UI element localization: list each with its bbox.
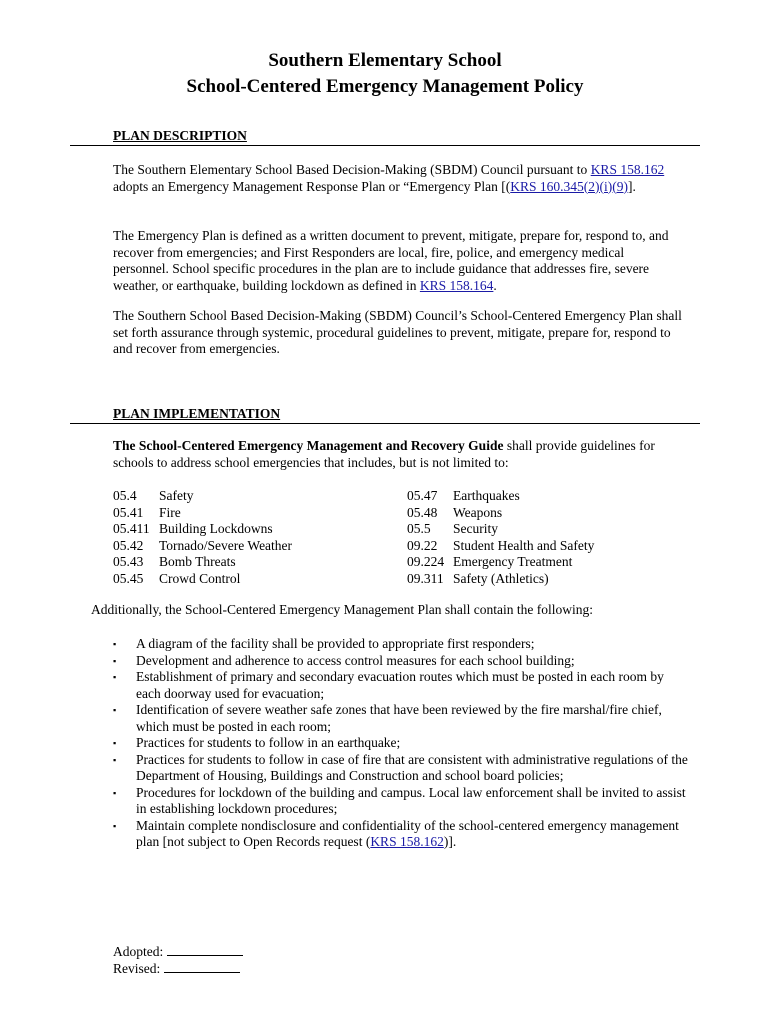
square-bullet-icon: ▪ bbox=[113, 639, 117, 649]
adopted-date-blank bbox=[167, 944, 243, 956]
policy-code-row: 09.311 Safety (Athletics) bbox=[407, 570, 549, 586]
policy-code-row: 05.42 Tornado/Severe Weather bbox=[113, 537, 293, 553]
policy-code-row: 05.411 Building Lockdowns bbox=[113, 521, 273, 536]
list-item: ▪ Establishment of primary and secondary evacuation routes which must be posted in each room by each doorway used for evacuation; bbox=[113, 669, 664, 701]
square-bullet-icon: ▪ bbox=[113, 754, 117, 765]
krs-160-345-link[interactable]: KRS 160.345(2)(i)(9) bbox=[510, 178, 629, 194]
list-item: ▪ Maintain complete nondisclosure and confidentiality of the school-centered emergency management plan [not subject to Open Records request (KRS 158.162)]. bbox=[113, 817, 679, 849]
square-bullet-icon: ▪ bbox=[113, 705, 117, 715]
adopted-line bbox=[113, 944, 243, 960]
krs-158-162-link[interactable]: KRS 158.162 bbox=[590, 162, 665, 177]
policy-code-row: 09.22 Student Health and Safety bbox=[407, 537, 595, 553]
policy-code-row: 05.41 Fire bbox=[113, 504, 181, 520]
policy-code-row: 05.48 Weapons bbox=[407, 504, 503, 520]
section-divider bbox=[70, 145, 700, 146]
list-item: ▪ Practices for students to follow in an earthquake; bbox=[113, 735, 401, 750]
section-divider bbox=[70, 423, 700, 424]
plan-description-paragraph-1: The Southern Elementary School Based Decision-Making (SBDM) Council pursuant to KRS 158.162 adopts an Emergency Management Response Plan or “Emergency Plan [(KRS 160.345(2)(i)(9)]. bbox=[113, 162, 665, 194]
policy-code-row: 05.43 Bomb Threats bbox=[113, 554, 236, 569]
guide-paragraph: The School-Centered Emergency Management and Recovery Guide shall provide guidelines for schools to address school emergencies that includes, but is not limited to: bbox=[113, 438, 655, 470]
revised-line bbox=[113, 961, 240, 977]
policy-code-row: 05.4 Safety bbox=[113, 488, 194, 503]
school-name: Southern Elementary School bbox=[268, 50, 502, 71]
guide-title: The School-Centered Emergency Management and Recovery Guide bbox=[113, 438, 504, 453]
policy-code-row: 09.224 Emergency Treatment bbox=[407, 554, 573, 569]
list-item: ▪ Identification of severe weather safe zones that have been reviewed by the fire marshal/fire chief, which must be posted in each room; bbox=[113, 702, 662, 734]
policy-code-row: 05.5 Security bbox=[407, 521, 498, 536]
square-bullet-icon: ▪ bbox=[113, 820, 117, 831]
revised-label: Revised: bbox=[113, 961, 161, 976]
requirements-list bbox=[113, 636, 688, 851]
square-bullet-icon: ▪ bbox=[113, 672, 117, 682]
krs-158-162-link[interactable]: KRS 158.162 bbox=[370, 834, 444, 849]
krs-158-164-link[interactable]: KRS 158.164 bbox=[419, 277, 494, 293]
list-item: ▪ Development and adherence to access control measures for each school building; bbox=[113, 652, 575, 668]
adopted-label: Adopted: bbox=[113, 944, 164, 959]
plan-description-paragraph-3: The Southern School Based Decision-Making (SBDM) Council’s School-Centered Emergency Plan shall set forth assurance through systemic, procedural guidelines to prevent, mitigate, prepare for, respond to and recover from emergencies. bbox=[113, 308, 682, 356]
policy-code-row: 05.45 Crowd Control bbox=[113, 570, 241, 586]
plan-description-heading: PLAN DESCRIPTION bbox=[113, 128, 247, 143]
plan-implementation-heading: PLAN IMPLEMENTATION bbox=[113, 406, 281, 421]
list-item: ▪ A diagram of the facility shall be provided to appropriate first responders; bbox=[113, 636, 535, 651]
list-item: ▪ Practices for students to follow in case of fire that are consistent with administrative regulations of the Department of Housing, Buildings and Construction and school board policies; bbox=[113, 751, 688, 783]
revised-date-blank bbox=[164, 961, 240, 973]
square-bullet-icon: ▪ bbox=[113, 787, 117, 798]
plan-description-paragraph-2: The Emergency Plan is defined as a written document to prevent, mitigate, prepare for, respond to, and recover from emergencies; and First Responders are local, fire, police, and emergency medical personnel. School specific procedures in the plan are to include guidance that addresses fire, severe weather, or earthquake, building lockdown as defined in KRS 158.164. bbox=[113, 228, 669, 293]
list-item: ▪ Procedures for lockdown of the building and campus. Local law enforcement shall be invited to assist in establishing lockdown procedures; bbox=[113, 784, 686, 816]
policy-code-row: 05.47 Earthquakes bbox=[407, 488, 520, 503]
additionally-intro: Additionally, the School-Centered Emergency Management Plan shall contain the following: bbox=[91, 602, 594, 617]
square-bullet-icon: ▪ bbox=[113, 655, 117, 666]
square-bullet-icon: ▪ bbox=[113, 738, 117, 748]
policy-title: School-Centered Emergency Management Policy bbox=[186, 76, 584, 97]
